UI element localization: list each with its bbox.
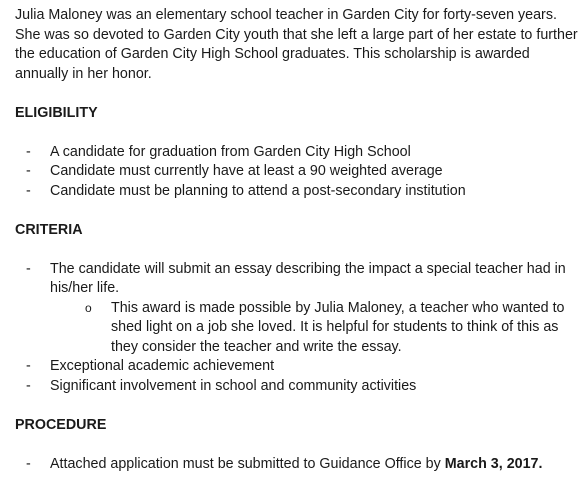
document-page [15,6,581,474]
dash-bullet: - [26,260,31,277]
procedure-list [15,455,581,475]
criteria-heading: CRITERIA [15,222,83,238]
sub-list-item [15,299,581,358]
dash-bullet: - [26,143,31,160]
list-item-text: Significant involvement in school and community activities [50,377,417,394]
list-item [15,143,581,163]
list-item [15,357,581,377]
criteria-list-continued [15,357,581,396]
dash-bullet: - [26,163,31,179]
list-item [15,377,581,397]
list-item [15,162,581,182]
list-item-text: Candidate must currently have at least a 90 weighted average [50,163,443,179]
dash-bullet: - [26,377,31,394]
dash-bullet: - [26,182,31,199]
list-item-text: Exceptional academic achievement [50,358,275,374]
list-item-text: A candidate for graduation from Garden City High School [50,143,411,160]
sub-list-item-text: This award is made possible by Julia Maloney, a teacher who wanted to shed light on a job she loved. It is helpful for students to think of this as they consider the teacher and write the essay. [111,299,565,355]
deadline-date: March 3, 2017. [444,455,543,472]
criteria-list [15,260,581,299]
list-item [15,260,581,299]
list-item [15,455,581,475]
intro-paragraph: Julia Maloney was an elementary school teacher in Garden City for forty-seven years. She was so devoted to Garden City youth that she left a large part of her estate to further the education of Garden City High School graduates. This scholarship is awarded annually in her honor. [15,7,578,82]
eligibility-heading: ELIGIBILITY [15,105,98,121]
eligibility-list [15,143,581,202]
circle-bullet: o [85,300,92,315]
dash-bullet: - [26,358,31,374]
list-item [15,182,581,202]
criteria-sub-list [15,299,581,358]
list-item-text: The candidate will submit an essay describing the impact a special teacher had in his/her life. [50,260,566,296]
dash-bullet: - [26,455,31,472]
list-item-text: Candidate must be planning to attend a post-secondary institution [50,182,466,199]
list-item-text: Attached application must be submitted to Guidance Office by [50,455,445,472]
procedure-heading: PROCEDURE [15,417,107,433]
